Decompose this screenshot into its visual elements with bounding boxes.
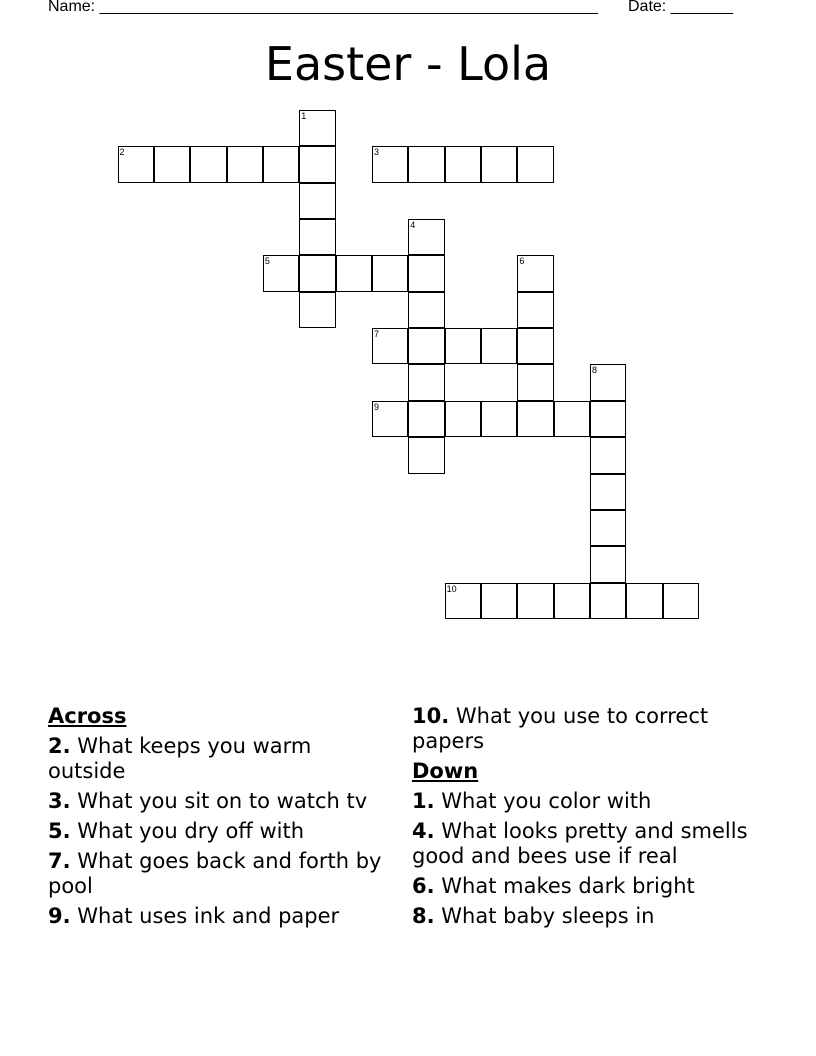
cell-number: 5 — [264, 256, 270, 267]
crossword-cell[interactable] — [263, 255, 299, 291]
crossword-cell[interactable] — [372, 401, 408, 437]
crossword-cell[interactable] — [590, 546, 626, 582]
down-clue — [412, 819, 762, 869]
crossword-cell[interactable] — [590, 364, 626, 400]
crossword-cell[interactable] — [372, 255, 408, 291]
crossword-cell[interactable] — [590, 474, 626, 510]
clue-text: What looks pretty and smells good and bees use if real — [412, 819, 748, 868]
crossword-cell[interactable] — [590, 437, 626, 473]
clue-number: 8. — [412, 904, 435, 928]
crossword-cell[interactable] — [372, 328, 408, 364]
across-clue — [48, 904, 388, 929]
clue-text: What you sit on to watch tv — [77, 789, 368, 813]
crossword-cell[interactable] — [445, 401, 481, 437]
puzzle-title: Easter - Lola — [264, 37, 552, 91]
crossword-cell[interactable] — [517, 364, 553, 400]
across-clue — [412, 704, 762, 754]
clue-text: What uses ink and paper — [77, 904, 340, 928]
cell-number: 9 — [373, 401, 379, 412]
crossword-cell[interactable] — [481, 328, 517, 364]
crossword-cell[interactable] — [118, 146, 154, 182]
down-heading: Down — [412, 759, 479, 783]
crossword-cell[interactable] — [299, 146, 335, 182]
crossword-cell[interactable] — [626, 583, 662, 619]
crossword-cell[interactable] — [154, 146, 190, 182]
crossword-cell[interactable] — [590, 583, 626, 619]
across-clue — [48, 789, 388, 814]
crossword-cell[interactable] — [554, 583, 590, 619]
clue-text: What baby sleeps in — [441, 904, 655, 928]
crossword-cell[interactable] — [190, 146, 226, 182]
clue-number: 2. — [48, 734, 71, 758]
crossword-cell[interactable] — [554, 401, 590, 437]
crossword-cell[interactable] — [408, 328, 444, 364]
crossword-cell[interactable] — [408, 255, 444, 291]
crossword-cell[interactable] — [517, 255, 553, 291]
clue-number: 1. — [412, 789, 435, 813]
clue-text: What you use to correct papers — [412, 704, 709, 753]
clue-text: What keeps you warm outside — [48, 734, 312, 783]
crossword-cell[interactable] — [445, 583, 481, 619]
down-clue — [412, 789, 762, 814]
crossword-cell[interactable] — [227, 146, 263, 182]
crossword-cell[interactable] — [372, 146, 408, 182]
clue-number: 5. — [48, 819, 71, 843]
crossword-cell[interactable] — [336, 255, 372, 291]
crossword-cell[interactable] — [299, 292, 335, 328]
across-clue — [48, 734, 388, 784]
crossword-cell[interactable] — [299, 219, 335, 255]
clue-column-right — [412, 704, 762, 934]
crossword-cell[interactable] — [408, 219, 444, 255]
cell-number: 10 — [446, 583, 457, 594]
clue-column-left — [48, 704, 388, 934]
cell-number: 6 — [519, 256, 525, 267]
crossword-cell[interactable] — [517, 146, 553, 182]
down-clue — [412, 904, 762, 929]
crossword-cell[interactable] — [445, 146, 481, 182]
clue-text: What goes back and forth by pool — [48, 849, 382, 898]
cell-number: 4 — [410, 220, 416, 231]
clue-number: 9. — [48, 904, 71, 928]
crossword-cell[interactable] — [590, 510, 626, 546]
crossword-cell[interactable] — [299, 255, 335, 291]
crossword-cell[interactable] — [663, 583, 699, 619]
across-clue — [48, 819, 388, 844]
clue-number: 3. — [48, 789, 71, 813]
clue-number: 6. — [412, 874, 435, 898]
crossword-cell[interactable] — [481, 146, 517, 182]
crossword-cell[interactable] — [408, 146, 444, 182]
cell-number: 1 — [301, 111, 307, 121]
crossword-cell[interactable] — [299, 183, 335, 219]
crossword-cell[interactable] — [299, 110, 335, 146]
crossword-cell[interactable] — [481, 583, 517, 619]
crossword-cell[interactable] — [517, 583, 553, 619]
crossword-cell[interactable] — [517, 328, 553, 364]
crossword-cell[interactable] — [263, 146, 299, 182]
down-clue — [412, 874, 762, 899]
cell-number: 3 — [373, 147, 379, 158]
name-field-label: Name: ________________________________________________________ — [48, 0, 598, 15]
crossword-cell[interactable] — [408, 292, 444, 328]
cell-number: 8 — [592, 365, 598, 376]
crossword-cell[interactable] — [408, 364, 444, 400]
across-heading: Across — [48, 704, 127, 728]
crossword-cell[interactable] — [408, 437, 444, 473]
cell-number: 7 — [373, 329, 379, 340]
crossword-cell[interactable] — [408, 401, 444, 437]
cell-number: 2 — [119, 147, 125, 158]
clue-text: What you dry off with — [77, 819, 305, 843]
crossword-cell[interactable] — [517, 401, 553, 437]
clue-text: What you color with — [441, 789, 652, 813]
clue-number: 7. — [48, 849, 71, 873]
clue-text: What makes dark bright — [441, 874, 695, 898]
crossword-cell[interactable] — [590, 401, 626, 437]
clue-number: 4. — [412, 819, 435, 843]
crossword-cell[interactable] — [445, 328, 481, 364]
clue-number: 10. — [412, 704, 450, 728]
across-clue — [48, 849, 388, 899]
date-field-label: Date: _______ — [628, 0, 733, 15]
crossword-cell[interactable] — [481, 401, 517, 437]
crossword-cell[interactable] — [517, 292, 553, 328]
